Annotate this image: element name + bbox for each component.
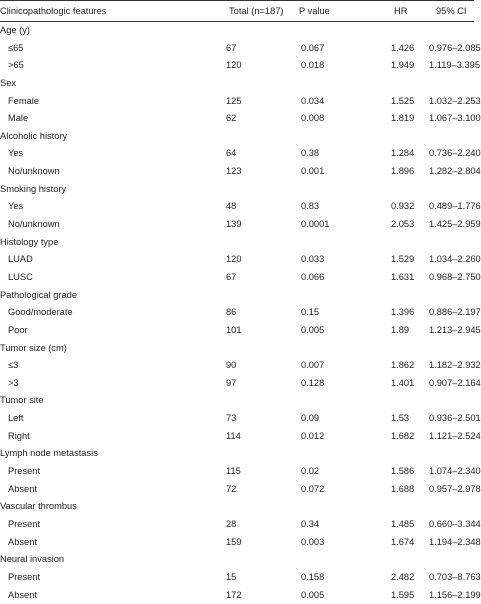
table-row [0,57,474,75]
subgroup-label: ≤65 [8,40,23,58]
category-label: Alcoholic history [0,128,67,146]
table-row [0,410,474,428]
subgroup-label: No/unknown [8,216,60,234]
hr-cell: 1.284 [391,145,414,163]
p-value-cell: 0.158 [301,569,324,587]
hr-cell: 1.586 [391,463,414,481]
p-value-cell: 0.15 [301,304,319,322]
category-label: Lymph node metastasis [0,445,98,463]
category-row [0,75,474,93]
ci-cell: 1.119–3.395 [429,57,480,75]
table-row [0,304,474,322]
total-cell: 120 [226,57,242,75]
hr-cell: 2.053 [391,216,414,234]
table-row [0,428,474,446]
subgroup-label: Female [8,93,39,111]
p-value-cell: 0.003 [301,534,324,552]
ci-cell: 0.976–2.085 [429,40,481,58]
hr-cell: 1.949 [391,57,414,75]
hr-cell: 1.682 [391,428,414,446]
total-cell: 90 [226,357,236,375]
subgroup-label: LUAD [8,251,33,269]
hr-cell: 1.819 [391,110,414,128]
subgroup-label: >3 [8,375,19,393]
total-cell: 125 [226,93,242,111]
ci-cell: 0.660–3.344 [429,516,481,534]
category-label: Vascular thrombus [0,498,77,516]
total-cell: 28 [226,516,236,534]
category-row [0,22,474,40]
ci-cell: 1.425–2.959 [429,216,481,234]
category-row [0,445,474,463]
hr-cell: 1.631 [391,269,414,287]
ci-cell: 0.703–8.763 [429,569,481,587]
ci-cell: 0.489–1.776 [429,198,481,216]
ci-cell: 1.213–2.945 [429,322,481,340]
category-label: Neural invasion [0,551,64,569]
subgroup-label: Yes [8,145,23,163]
p-value-cell: 0.066 [301,269,324,287]
header-total: Total (n=187) [229,1,284,21]
subgroup-label: Poor [8,322,28,340]
ci-cell: 1.182–2.932 [429,357,481,375]
p-value-cell: 0.128 [301,375,324,393]
p-value-cell: 0.034 [301,93,324,111]
table-body [0,22,474,604]
hr-cell: 1.595 [391,587,414,604]
p-value-cell: 0.067 [301,40,324,58]
subgroup-label: Present [8,569,40,587]
ci-cell: 1.067–3.100 [429,110,481,128]
subgroup-label: Yes [8,198,23,216]
p-value-cell: 0.005 [301,322,324,340]
p-value-cell: 0.38 [301,145,319,163]
category-label: Tumor size (cm) [0,340,67,358]
p-value-cell: 0.033 [301,251,324,269]
table-row [0,534,474,552]
ci-cell: 1.034–2.260 [429,251,481,269]
hr-cell: 1.401 [391,375,414,393]
ci-cell: 1.032–2.253 [429,93,481,111]
subgroup-label: Present [8,516,40,534]
subgroup-label: Present [8,463,40,481]
category-row [0,551,474,569]
total-cell: 114 [226,428,241,446]
header-features: Clinicopathologic features [0,1,106,21]
total-cell: 86 [226,304,236,322]
subgroup-label: LUSC [8,269,33,287]
hr-cell: 1.529 [391,251,414,269]
p-value-cell: 0.072 [301,481,324,499]
total-cell: 64 [226,145,236,163]
category-label: Pathological grade [0,287,77,305]
total-cell: 15 [226,569,236,587]
header-p-value: P value [299,1,330,21]
ci-cell: 1.194–2.348 [429,534,481,552]
p-value-cell: 0.005 [301,587,324,604]
hr-cell: 1.426 [391,40,414,58]
total-cell: 172 [226,587,242,604]
total-cell: 159 [226,534,242,552]
table-row [0,569,474,587]
category-label: Sex [0,75,16,93]
ci-cell: 0.957–2.978 [429,481,481,499]
subgroup-label: Right [8,428,30,446]
p-value-cell: 0.09 [301,410,319,428]
p-value-cell: 0.008 [301,110,324,128]
subgroup-label: Absent [8,534,37,552]
hr-cell: 1.674 [391,534,414,552]
category-label: Smoking history [0,181,66,199]
table-row [0,357,474,375]
table-row [0,198,474,216]
ci-cell: 0.968–2.750 [429,269,481,287]
category-label: Tumor site [0,392,44,410]
p-value-cell: 0.007 [301,357,324,375]
total-cell: 123 [226,163,242,181]
ci-cell: 1.121–2.524 [429,428,481,446]
p-value-cell: 0.83 [301,198,319,216]
table-row [0,269,474,287]
category-row [0,181,474,199]
ci-cell: 0.936–2.501 [429,410,481,428]
table-row [0,110,474,128]
category-label: Histology type [0,234,58,252]
category-row [0,392,474,410]
subgroup-label: Left [8,410,24,428]
total-cell: 67 [226,40,236,58]
table-header [0,0,474,22]
header-ci: 95% CI [436,1,467,21]
ci-cell: 0.736–2.240 [429,145,481,163]
hr-cell: 1.89 [391,322,409,340]
category-row [0,498,474,516]
table-row [0,463,474,481]
total-cell: 115 [226,463,241,481]
p-value-cell: 0.001 [301,163,324,181]
subgroup-label: Absent [8,587,37,604]
category-row [0,287,474,305]
subgroup-label: Good/moderate [8,304,73,322]
table-row [0,93,474,111]
hr-cell: 1.896 [391,163,414,181]
hr-cell: 0.932 [391,198,414,216]
ci-cell: 0.886–2.197 [429,304,481,322]
p-value-cell: 0.018 [301,57,324,75]
total-cell: 139 [226,216,242,234]
hr-cell: 1.688 [391,481,414,499]
subgroup-label: Absent [8,481,37,499]
ci-cell: 1.282–2.804 [429,163,481,181]
p-value-cell: 0.02 [301,463,319,481]
subgroup-label: Male [8,110,28,128]
p-value-cell: 0.0001 [301,216,329,234]
total-cell: 48 [226,198,236,216]
total-cell: 73 [226,410,236,428]
hr-cell: 2.482 [391,569,414,587]
subgroup-label: ≤3 [8,357,18,375]
category-label: Age (y) [0,22,30,40]
total-cell: 101 [226,322,242,340]
table-row [0,145,474,163]
total-cell: 72 [226,481,236,499]
total-cell: 97 [226,375,236,393]
hr-cell: 1.862 [391,357,414,375]
category-row [0,340,474,358]
table-row [0,481,474,499]
table-row [0,516,474,534]
category-row [0,234,474,252]
hr-cell: 1.396 [391,304,414,322]
table-row [0,587,474,604]
ci-cell: 0.907–2.164 [429,375,481,393]
p-value-cell: 0.34 [301,516,319,534]
hr-cell: 1.525 [391,93,414,111]
table-row [0,40,474,58]
hr-cell: 1.485 [391,516,414,534]
ci-cell: 1.074–2.340 [429,463,481,481]
table-row [0,322,474,340]
ci-cell: 1.156–2.199 [429,587,481,604]
hr-cell: 1.53 [391,410,409,428]
total-cell: 120 [226,251,242,269]
subgroup-label: No/unknown [8,163,60,181]
table-row [0,216,474,234]
total-cell: 62 [226,110,236,128]
table-row [0,375,474,393]
total-cell: 67 [226,269,236,287]
p-value-cell: 0.012 [301,428,324,446]
category-row [0,128,474,146]
subgroup-label: >65 [8,57,24,75]
header-hr: HR [394,1,407,21]
table-row [0,251,474,269]
table-row [0,163,474,181]
